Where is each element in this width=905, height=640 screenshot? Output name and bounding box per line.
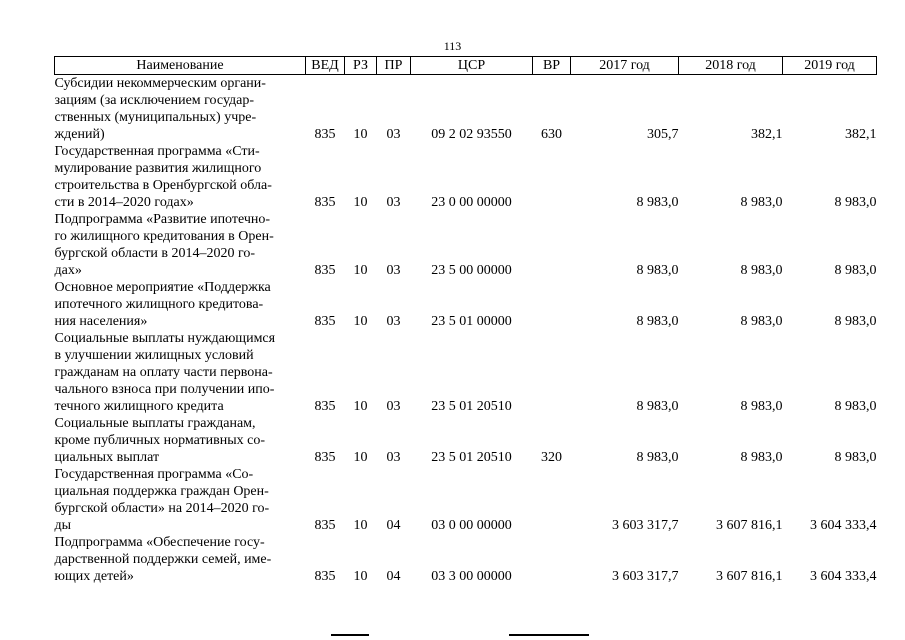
csr-cell: 23 5 01 20510 <box>431 399 512 414</box>
value-2018-cell: 8 983,0 <box>740 195 783 210</box>
name-line: бургской области» на 2014–2020 го- <box>54 501 270 516</box>
header-rz: РЗ <box>345 57 377 75</box>
vr-cell <box>533 466 571 534</box>
name-line: дах» <box>54 263 82 278</box>
table-row <box>55 466 877 534</box>
value-2019-cell: 8 983,0 <box>834 314 877 329</box>
name-line: ипотечного жилищного кредитова- <box>54 297 264 312</box>
csr-cell: 23 5 01 00000 <box>431 314 512 329</box>
name-line: ния населения» <box>54 314 148 329</box>
name-line: Подпрограмма «Обеспечение госу- <box>54 535 265 550</box>
value-2018-cell: 382,1 <box>751 127 783 142</box>
name-cell <box>55 466 306 534</box>
csr-cell: 03 3 00 00000 <box>431 569 512 584</box>
vr-cell <box>533 279 571 330</box>
name-line: чального взноса при получении ипо- <box>54 382 275 397</box>
value-2017-cell: 8 983,0 <box>636 314 679 329</box>
ved-cell: 835 <box>314 314 336 329</box>
name-line: сти в 2014–2020 годах» <box>54 195 194 210</box>
name-cell <box>55 143 306 211</box>
pr-cell: 03 <box>386 263 401 278</box>
value-2017-cell: 3 603 317,7 <box>612 569 679 584</box>
name-line: Основное мероприятие «Поддержка <box>54 280 271 295</box>
name-line: Социальные выплаты нуждающимся <box>54 331 276 346</box>
pr-cell: 03 <box>386 399 401 414</box>
table-row <box>55 534 877 585</box>
name-line: го жилищного кредитования в Орен- <box>54 229 274 244</box>
ved-cell: 835 <box>314 569 336 584</box>
table-row <box>55 415 877 466</box>
name-cell <box>55 534 306 585</box>
name-line: циальная поддержка граждан Орен- <box>54 484 269 499</box>
rz-cell: 10 <box>353 450 368 465</box>
value-2019-cell: 3 604 333,4 <box>810 518 877 533</box>
vr-cell <box>533 211 571 279</box>
name-line: бургской области в 2014–2020 го- <box>54 246 256 261</box>
name-cell <box>55 75 306 144</box>
vr-cell <box>533 143 571 211</box>
table-row <box>55 75 877 144</box>
value-2018-cell: 8 983,0 <box>740 450 783 465</box>
csr-cell: 09 2 02 93550 <box>431 127 512 142</box>
pr-cell: 04 <box>386 569 401 584</box>
name-line: Субсидии некоммерческим органи- <box>54 76 266 91</box>
csr-cell: 23 5 00 00000 <box>431 263 512 278</box>
header-pr: ПР <box>377 57 411 75</box>
csr-cell: 23 0 00 00000 <box>431 195 512 210</box>
name-line: Социальные выплаты гражданам, <box>54 416 256 431</box>
rz-cell: 10 <box>353 569 368 584</box>
value-2019-cell: 8 983,0 <box>834 399 877 414</box>
vr-cell <box>533 330 571 415</box>
rz-cell: 10 <box>353 399 368 414</box>
name-line: течного жилищного кредита <box>54 399 224 414</box>
value-2017-cell: 8 983,0 <box>636 195 679 210</box>
value-2019-cell: 8 983,0 <box>834 450 877 465</box>
ved-cell: 835 <box>314 399 336 414</box>
vr-cell: 630 <box>541 127 562 142</box>
value-2019-cell: 382,1 <box>845 127 877 142</box>
table-row <box>55 330 877 415</box>
value-2018-cell: 8 983,0 <box>740 263 783 278</box>
value-2017-cell: 305,7 <box>647 127 679 142</box>
ved-cell: 835 <box>314 263 336 278</box>
name-cell <box>55 330 306 415</box>
pr-cell: 03 <box>386 314 401 329</box>
rz-cell: 10 <box>353 195 368 210</box>
name-line: ющих детей» <box>54 569 134 584</box>
value-2017-cell: 8 983,0 <box>636 263 679 278</box>
name-line: Подпрограмма «Развитие ипотечно- <box>54 212 271 227</box>
header-csr: ЦСР <box>411 57 533 75</box>
pr-cell: 04 <box>386 518 401 533</box>
value-2018-cell: 3 607 816,1 <box>716 518 783 533</box>
table-row <box>55 279 877 330</box>
header-row <box>55 57 877 75</box>
table-body <box>55 75 877 586</box>
name-line: дарственной поддержки семей, име- <box>54 552 272 567</box>
rz-cell: 10 <box>353 263 368 278</box>
header-2018: 2018 год <box>679 57 783 75</box>
header-name: Наименование <box>55 57 306 75</box>
vr-cell <box>533 534 571 585</box>
header-ved: ВЕД <box>306 57 345 75</box>
name-cell <box>55 279 306 330</box>
value-2017-cell: 8 983,0 <box>636 450 679 465</box>
name-line: строительства в Оренбургской обла- <box>54 178 272 193</box>
name-line: Государственная программа «Со- <box>54 467 254 482</box>
value-2018-cell: 8 983,0 <box>740 314 783 329</box>
value-2017-cell: 3 603 317,7 <box>612 518 679 533</box>
csr-cell: 03 0 00 00000 <box>431 518 512 533</box>
name-line: ждений) <box>54 127 105 142</box>
vr-cell: 320 <box>541 450 562 465</box>
value-2019-cell: 8 983,0 <box>834 263 877 278</box>
budget-table <box>54 56 877 585</box>
name-line: ственных (муниципальных) учре- <box>54 110 257 125</box>
name-line: гражданам на оплату части первона- <box>54 365 273 380</box>
ved-cell: 835 <box>314 450 336 465</box>
header-2017: 2017 год <box>571 57 679 75</box>
bottom-mark-right <box>509 634 589 636</box>
ved-cell: 835 <box>314 127 336 142</box>
value-2019-cell: 3 604 333,4 <box>810 569 877 584</box>
name-line: в улучшении жилищных условий <box>54 348 254 363</box>
pr-cell: 03 <box>386 450 401 465</box>
bottom-mark-left <box>331 634 369 636</box>
rz-cell: 10 <box>353 518 368 533</box>
table-row <box>55 211 877 279</box>
value-2018-cell: 8 983,0 <box>740 399 783 414</box>
name-line: циальных выплат <box>54 450 160 465</box>
page-number: 113 <box>443 39 462 53</box>
ved-cell: 835 <box>314 195 336 210</box>
pr-cell: 03 <box>386 195 401 210</box>
value-2017-cell: 8 983,0 <box>636 399 679 414</box>
name-line: мулирование развития жилищного <box>54 161 262 176</box>
name-line: Государственная программа «Сти- <box>54 144 260 159</box>
name-line: кроме публичных нормативных со- <box>54 433 265 448</box>
value-2019-cell: 8 983,0 <box>834 195 877 210</box>
name-line: ды <box>54 518 72 533</box>
header-vr: ВР <box>533 57 571 75</box>
rz-cell: 10 <box>353 127 368 142</box>
header-2019: 2019 год <box>783 57 877 75</box>
table-row <box>55 143 877 211</box>
pr-cell: 03 <box>386 127 401 142</box>
name-line: зациям (за исключением государ- <box>54 93 255 108</box>
rz-cell: 10 <box>353 314 368 329</box>
value-2018-cell: 3 607 816,1 <box>716 569 783 584</box>
name-cell <box>55 211 306 279</box>
csr-cell: 23 5 01 20510 <box>431 450 512 465</box>
ved-cell: 835 <box>314 518 336 533</box>
name-cell <box>55 415 306 466</box>
